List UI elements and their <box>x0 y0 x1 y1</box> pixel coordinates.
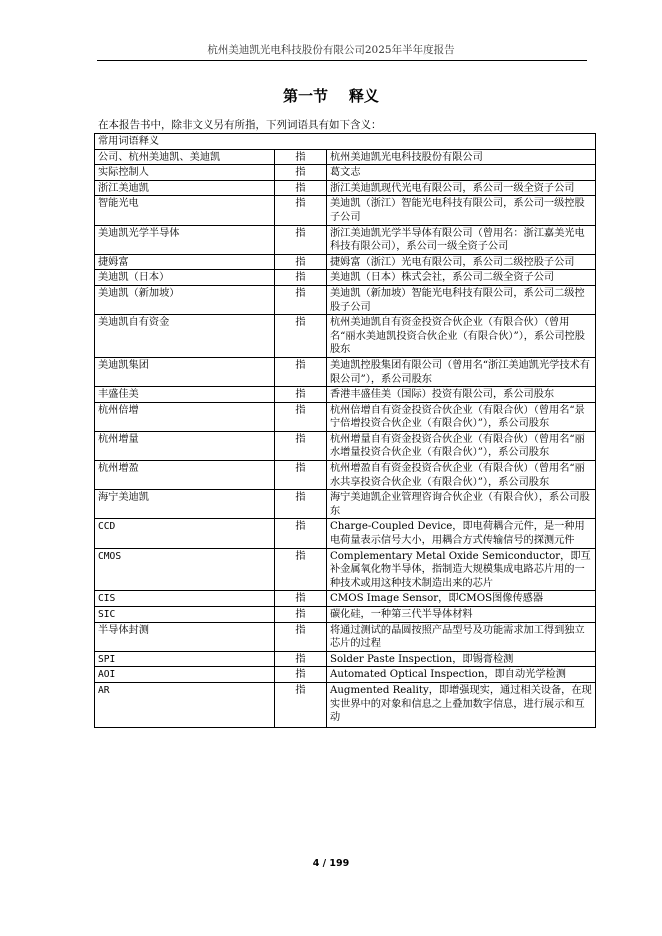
table-row <box>95 285 596 314</box>
running-header: 杭州美迪凯光电科技股份有限公司2025年半年度报告 <box>207 44 455 56</box>
meaning-cell: 将通过测试的晶圆按照产品型号及功能需求加工得到独立芯片的过程 <box>327 622 596 651</box>
op-cell: 指 <box>275 165 327 181</box>
meaning-cell: Automated Optical Inspection，即自动光学检测 <box>327 667 596 683</box>
op-cell: 指 <box>275 196 327 225</box>
table-row <box>95 196 596 225</box>
table-caption-row <box>95 134 596 150</box>
table-row <box>95 431 596 460</box>
meaning-cell: Solder Paste Inspection，即锡膏检测 <box>327 651 596 667</box>
op-cell: 指 <box>275 180 327 196</box>
term-cell: 美迪凯自有资金 <box>95 315 275 358</box>
table-row <box>95 591 596 607</box>
table-row <box>95 519 596 548</box>
term-cell: 浙江美迪凯 <box>95 180 275 196</box>
term-cell: 海宁美迪凯 <box>95 490 275 519</box>
meaning-cell: 浙江美迪凯现代光电有限公司，系公司一级全资子公司 <box>327 180 596 196</box>
op-cell: 指 <box>275 254 327 270</box>
op-cell: 指 <box>275 387 327 403</box>
table-caption: 常用词语释义 <box>95 134 596 150</box>
term-cell: 美迪凯（新加坡） <box>95 285 275 314</box>
op-cell: 指 <box>275 622 327 651</box>
table-row <box>95 667 596 683</box>
op-cell: 指 <box>275 431 327 460</box>
meaning-cell: 浙江美迪凯光学半导体有限公司（曾用名：浙江嘉美光电科技有限公司），系公司一级全资子公司 <box>327 225 596 254</box>
table-row <box>95 387 596 403</box>
table-row <box>95 607 596 623</box>
definitions-table <box>94 133 596 728</box>
table-row <box>95 548 596 591</box>
table-row <box>95 165 596 181</box>
table-row <box>95 490 596 519</box>
table-row <box>95 651 596 667</box>
op-cell: 指 <box>275 225 327 254</box>
term-cell: 美迪凯光学半导体 <box>95 225 275 254</box>
op-cell: 指 <box>275 607 327 623</box>
op-cell: 指 <box>275 591 327 607</box>
meaning-cell: 香港丰盛佳美（国际）投资有限公司，系公司股东 <box>327 387 596 403</box>
intro-text: 在本报告书中，除非文义另有所指，下列词语具有如下含义： <box>98 119 382 131</box>
meaning-cell: 杭州增量自有资金投资合伙企业（有限合伙）（曾用名“丽水增量投资合伙企业（有限合伙）”），系公司股东 <box>327 431 596 460</box>
op-cell: 指 <box>275 682 327 727</box>
section-title: 第一节 释义 <box>283 87 379 105</box>
term-cell: 杭州增盈 <box>95 461 275 490</box>
meaning-cell: 杭州美迪凯光电科技股份有限公司 <box>327 149 596 165</box>
meaning-cell: 美迪凯（浙江）智能光电科技有限公司，系公司一级控股子公司 <box>327 196 596 225</box>
term-cell: 美迪凯集团 <box>95 357 275 386</box>
table-row <box>95 402 596 431</box>
op-cell: 指 <box>275 651 327 667</box>
term-cell: CMOS <box>95 548 275 591</box>
meaning-cell: Augmented Reality，即增强现实，通过相关设备，在现实世界中的对象和信息之上叠加数字信息，进行展示和互动 <box>327 682 596 727</box>
meaning-cell: 海宁美迪凯企业管理咨询合伙企业（有限合伙），系公司股东 <box>327 490 596 519</box>
meaning-cell: 捷姆富（浙江）光电有限公司，系公司二级控股子公司 <box>327 254 596 270</box>
op-cell: 指 <box>275 270 327 286</box>
table-row <box>95 622 596 651</box>
op-cell: 指 <box>275 667 327 683</box>
meaning-cell: 美迪凯（新加坡）智能光电科技有限公司，系公司二级控股子公司 <box>327 285 596 314</box>
term-cell: 实际控制人 <box>95 165 275 181</box>
meaning-cell: 碳化硅，一种第三代半导体材料 <box>327 607 596 623</box>
op-cell: 指 <box>275 402 327 431</box>
op-cell: 指 <box>275 519 327 548</box>
term-cell: 公司、杭州美迪凯、美迪凯 <box>95 149 275 165</box>
table-row <box>95 254 596 270</box>
meaning-cell: Charge-Coupled Device，即电荷耦合元件，是一种用电荷量表示信号大小，用耦合方式传输信号的探测元件 <box>327 519 596 548</box>
header-divider <box>97 60 587 61</box>
op-cell: 指 <box>275 548 327 591</box>
term-cell: AR <box>95 682 275 727</box>
table-row <box>95 461 596 490</box>
table-row <box>95 357 596 386</box>
term-cell: CIS <box>95 591 275 607</box>
term-cell: 杭州增量 <box>95 431 275 460</box>
table-row <box>95 180 596 196</box>
op-cell: 指 <box>275 461 327 490</box>
term-cell: 捷姆富 <box>95 254 275 270</box>
meaning-cell: 葛文志 <box>327 165 596 181</box>
op-cell: 指 <box>275 149 327 165</box>
meaning-cell: 美迪凯（日本）株式会社，系公司二级全资子公司 <box>327 270 596 286</box>
meaning-cell: 美迪凯控股集团有限公司（曾用名“浙江美迪凯光学技术有限公司”），系公司股东 <box>327 357 596 386</box>
term-cell: 美迪凯（日本） <box>95 270 275 286</box>
term-cell: 智能光电 <box>95 196 275 225</box>
term-cell: CCD <box>95 519 275 548</box>
op-cell: 指 <box>275 285 327 314</box>
term-cell: SPI <box>95 651 275 667</box>
term-cell: AOI <box>95 667 275 683</box>
term-cell: 半导体封测 <box>95 622 275 651</box>
term-cell: 丰盛佳美 <box>95 387 275 403</box>
table-row <box>95 315 596 358</box>
meaning-cell: CMOS Image Sensor，即CMOS图像传感器 <box>327 591 596 607</box>
table-row <box>95 149 596 165</box>
meaning-cell: Complementary Metal Oxide Semiconductor，即互补金属氧化物半导体，指制造大规模集成电路芯片用的一种技术或用这种技术制造出来的芯片 <box>327 548 596 591</box>
term-cell: SIC <box>95 607 275 623</box>
table-row <box>95 682 596 727</box>
meaning-cell: 杭州美迪凯自有资金投资合伙企业（有限合伙）（曾用名“丽水美迪凯投资合伙企业（有限合伙）”），系公司控股股东 <box>327 315 596 358</box>
table-row <box>95 225 596 254</box>
page-number: 4 / 199 <box>312 858 350 869</box>
meaning-cell: 杭州增盈自有资金投资合伙企业（有限合伙）（曾用名“丽水共享投资合伙企业（有限合伙）”），系公司股东 <box>327 461 596 490</box>
table-row <box>95 270 596 286</box>
op-cell: 指 <box>275 315 327 358</box>
op-cell: 指 <box>275 357 327 386</box>
op-cell: 指 <box>275 490 327 519</box>
term-cell: 杭州倍增 <box>95 402 275 431</box>
meaning-cell: 杭州倍增自有资金投资合伙企业（有限合伙）（曾用名“景宁倍增投资合伙企业（有限合伙）”），系公司股东 <box>327 402 596 431</box>
